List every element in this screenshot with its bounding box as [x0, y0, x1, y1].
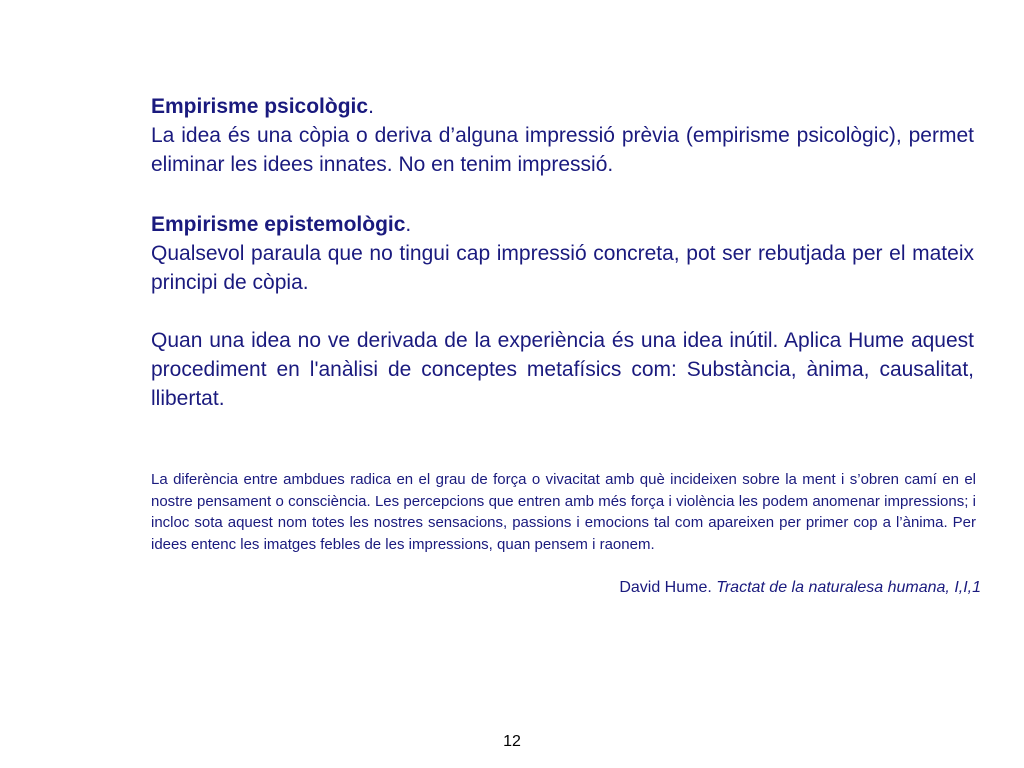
page-number: 12	[503, 733, 521, 750]
section-heading: Empirisme epistemològic	[151, 213, 406, 236]
quote-text: La diferència entre ambdues radica en el grau de força o vivacitat amb què incideixen sobre la ment i s’obren camí en el nostre pensament o consciència. Les percepcions que entren amb més força i violència les podem anomenar impressions; i incloc sota aquest nom totes les nostres sensacions, passions i emocions tal com apareixen per primer cop a l’ànima. Per idees entenc les imatges febles de les impressions, quan pensem i raonem.	[151, 471, 976, 553]
hume-quote	[151, 469, 976, 555]
section-heading: Empirisme psicològic	[151, 95, 369, 118]
section-empirisme-psicologic	[151, 92, 974, 179]
section-heading-line	[151, 210, 974, 239]
section-heading-punctuation: .	[368, 95, 374, 118]
section-heading-punctuation: .	[405, 213, 412, 236]
section-body: La idea és una còpia o deriva d’alguna impressió prèvia (empirisme psicològic), permet eliminar les idees innates. No en tenim impressió.	[151, 124, 974, 176]
section-body: Qualsevol paraula que no tingui cap impressió concreta, pot ser rebutjada per el mateix principi de còpia.	[151, 242, 974, 294]
citation-author: David Hume.	[619, 579, 717, 596]
paragraph-text: Quan una idea no ve derivada de la experiència és una idea inútil. Aplica Hume aquest procediment en l'anàlisi de conceptes metafísics com: Substància, ànima, causalitat, llibertat.	[151, 329, 974, 410]
section-empirisme-epistemologic	[151, 210, 974, 297]
section-heading-line	[151, 92, 974, 121]
quote-citation	[619, 577, 981, 598]
citation-work: Tractat de la naturalesa humana, I,I,1	[716, 579, 981, 596]
paragraph-idea-inutil	[151, 326, 974, 413]
